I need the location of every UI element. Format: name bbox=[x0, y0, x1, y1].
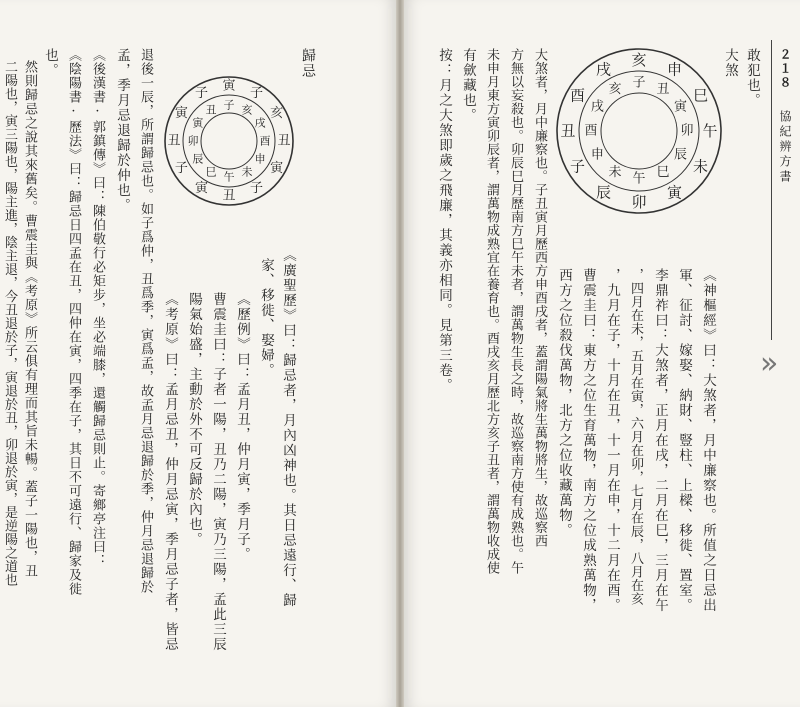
wheel-ring bbox=[201, 113, 257, 169]
outer-ring-branch-label: 寅 bbox=[174, 106, 188, 121]
text-line: 方無以妄殺也。卯辰巳月歷南方巳午未者，謂萬物生長之時，故巡察南方使有成熟也。午 bbox=[508, 48, 523, 575]
guiji-wheel-diagram bbox=[162, 74, 296, 208]
inner-ring-branch-label: 午 bbox=[223, 170, 235, 184]
outer-ring-branch-label: 子 bbox=[194, 85, 209, 101]
outer-ring-branch-label: 丑 bbox=[560, 122, 576, 140]
right-page bbox=[404, 0, 800, 707]
inner-ring-branch-label: 申 bbox=[254, 152, 266, 166]
text-line: 《歷例》曰：孟月丑，仲月寅，季月子。 bbox=[234, 292, 250, 562]
inner-ring-branch-label: 未 bbox=[241, 165, 253, 179]
text-line: ，四月在未，五月在寅，六月在卯，七月在辰，八月在亥 bbox=[628, 268, 643, 606]
inner-ring-branch-label: 戌 bbox=[254, 116, 266, 130]
text-line: 然則歸忌之說其來舊矣。曹震圭與《考原》所云俱有理而其旨未暢。蓋子一陽也，丑 bbox=[22, 60, 37, 578]
outer-ring-branch-label: 子 bbox=[249, 181, 264, 197]
text-line: 二陽也，寅三陽也，陽主進，陰主退，今丑退於子，寅退於丑，卯退於寅，是逆陽之道也 bbox=[2, 60, 17, 587]
inner-ring-branch-label: 亥 bbox=[241, 103, 253, 117]
inner-ring-branch-label: 辰 bbox=[674, 147, 688, 163]
left-page bbox=[0, 0, 396, 707]
outer-ring-branch-label: 丑 bbox=[167, 133, 181, 149]
text-line: 《廣聖歷》曰：歸忌者，月內凶神也。其日忌遠行、歸 bbox=[280, 248, 296, 608]
text-line: 有歛藏也。 bbox=[460, 48, 476, 123]
text-line: 西方之位殺伐萬物，北方之位收藏萬物。 bbox=[556, 268, 572, 538]
outer-ring-branch-label: 卯 bbox=[631, 193, 647, 211]
text-line: 退後一辰，所謂歸忌也。如子爲仲，丑爲季，寅爲孟，故孟月忌退歸於季，仲月忌退歸於 bbox=[138, 48, 153, 594]
outer-ring-branch-label: 戌 bbox=[595, 60, 612, 79]
text-line: 《陰陽書·歷法》曰：歸忌日四孟在丑，四仲在寅，四季在子，其日不可遠行、歸家及徙 bbox=[66, 48, 81, 596]
text-line: 《考原》曰：孟月忌丑，仲月忌寅，季月忌子者，皆忌 bbox=[162, 292, 178, 652]
next-page-button[interactable]: » bbox=[760, 346, 779, 381]
outer-ring-branch-label: 丑 bbox=[277, 133, 291, 149]
inner-ring-branch-label: 子 bbox=[632, 75, 646, 91]
outer-ring-branch-label: 寅 bbox=[666, 183, 683, 202]
outer-ring-branch-label: 酉 bbox=[570, 86, 586, 105]
wheel-ring bbox=[601, 93, 677, 169]
text-line: 李鼎祚曰：大煞者，正月在戌，二月在巳，三月在午 bbox=[652, 268, 668, 613]
text-line: 敢犯也。 bbox=[744, 48, 760, 108]
wheel-ring bbox=[165, 77, 293, 205]
section-heading-dasha: 大煞 bbox=[722, 48, 738, 78]
book-gutter bbox=[396, 0, 404, 707]
running-header bbox=[771, 40, 800, 340]
outer-ring-branch-label: 巳 bbox=[692, 86, 708, 105]
outer-ring-branch-label: 子 bbox=[249, 85, 264, 101]
inner-ring-branch-label: 寅 bbox=[674, 99, 688, 115]
text-line: ，九月在子，十月在丑，十一月在申，十二月在酉。 bbox=[604, 268, 620, 613]
inner-ring-branch-label: 子 bbox=[223, 98, 235, 112]
outer-ring-branch-label: 亥 bbox=[631, 51, 647, 69]
inner-ring-branch-label: 酉 bbox=[584, 123, 598, 139]
inner-ring-branch-label: 丑 bbox=[205, 103, 217, 117]
text-line: 陽氣始盛，主動於外不可反歸於內也。 bbox=[186, 292, 202, 547]
inner-ring-branch-label: 巳 bbox=[205, 165, 217, 179]
text-line: 未申月東方寅卯辰者，謂萬物成熟宜在養育也。酉戌亥月歷北方亥子丑者，謂萬物收成使 bbox=[484, 48, 499, 575]
text-line: 《後漢書·郭鎮傳》曰：陳伯敬行必矩步，坐必端膝，還觸歸忌則止。寄鄉亭注曰： bbox=[90, 48, 105, 568]
inner-ring-branch-label: 巳 bbox=[656, 165, 670, 181]
inner-ring-branch-label: 辰 bbox=[192, 152, 204, 166]
text-line: 曹震圭曰：東方之位生育萬物，南方之位成熟萬物， bbox=[580, 268, 596, 613]
outer-ring-branch-label: 子 bbox=[174, 161, 188, 176]
outer-ring-branch-label: 申 bbox=[666, 60, 683, 79]
outer-ring-branch-label: 寅 bbox=[222, 78, 236, 94]
text-line: 《神樞經》曰：大煞者，月中廉察也。所值之日忌出 bbox=[700, 268, 716, 613]
outer-ring-branch-label: 寅 bbox=[194, 181, 209, 197]
outer-ring-branch-label: 未 bbox=[692, 157, 708, 176]
outer-ring-branch-label: 丑 bbox=[222, 188, 236, 204]
inner-ring-branch-label: 酉 bbox=[259, 134, 271, 148]
outer-ring-branch-label: 辰 bbox=[595, 183, 612, 202]
text-line: 按：月之大煞即歲之飛廉，其義亦相同。見第三卷。 bbox=[436, 48, 452, 393]
dasha-wheel-diagram bbox=[554, 46, 724, 216]
outer-ring-branch-label: 寅 bbox=[270, 161, 284, 176]
inner-ring-branch-label: 卯 bbox=[187, 134, 199, 148]
text-line: 孟，季月忌退歸於仲也。 bbox=[114, 48, 130, 213]
inner-ring-branch-label: 卯 bbox=[680, 123, 694, 139]
section-heading-guiji: 歸忌 bbox=[300, 48, 316, 79]
outer-ring-branch-label: 午 bbox=[702, 122, 718, 140]
text-line: 也。 bbox=[42, 48, 58, 78]
text-line: 軍、征討、嫁娶、納財、豎柱、上樑、移徙、置室。 bbox=[676, 268, 692, 613]
outer-ring-branch-label: 子 bbox=[570, 157, 586, 176]
inner-ring-branch-label: 午 bbox=[632, 171, 646, 187]
inner-ring-branch-label: 未 bbox=[608, 165, 622, 181]
page-number: ２１８ bbox=[778, 48, 792, 90]
text-line: 曹震圭曰：子者一陽，丑乃二陽，寅乃三陽，孟此三辰 bbox=[210, 292, 226, 652]
book-title: 協紀辨方書 bbox=[778, 110, 792, 185]
outer-ring-branch-label: 亥 bbox=[270, 106, 284, 121]
text-line: 大煞者，月中廉察也。子丑寅月歷西方申酉戌者，蓋謂陽氣將生萬物將生，故巡察西 bbox=[532, 48, 547, 548]
inner-ring-branch-label: 戌 bbox=[590, 99, 604, 115]
wheel-ring bbox=[557, 49, 721, 213]
inner-ring-branch-label: 寅 bbox=[192, 116, 204, 130]
text-line: 家、移徙、娶婦。 bbox=[258, 258, 274, 378]
inner-ring-branch-label: 丑 bbox=[656, 81, 670, 97]
inner-ring-branch-label: 亥 bbox=[608, 81, 622, 97]
inner-ring-branch-label: 申 bbox=[590, 147, 604, 163]
